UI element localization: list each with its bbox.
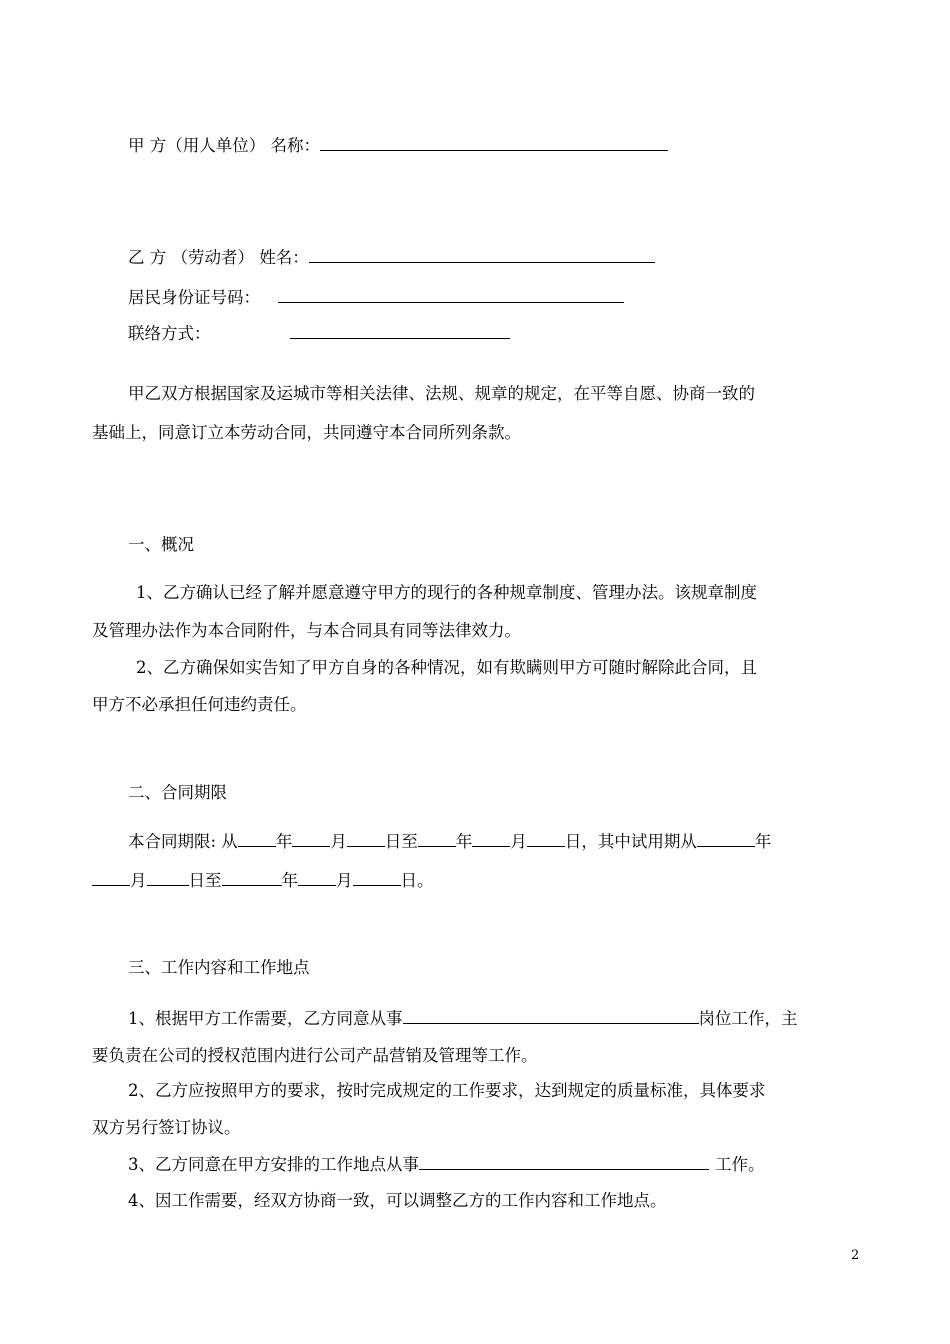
section-1-heading: 一、概况: [128, 535, 194, 554]
day-end-text: 日。: [400, 871, 434, 890]
section-3-item-3: [128, 1153, 765, 1176]
intro-line-1: 甲乙双方根据国家及运城市等相关法律、法规、规章的规定，在平等自愿、协商一致的: [128, 384, 755, 403]
probation-start-day-blank[interactable]: [147, 870, 189, 886]
month-unit: 月: [336, 871, 353, 890]
section-3-item-1-line-2: 要负责在公司的授权范围内进行公司产品营销及管理等工作。: [92, 1046, 538, 1065]
party-b-label: 乙 方 （劳动者） 姓名：: [128, 248, 309, 267]
start-day-blank[interactable]: [347, 831, 385, 847]
party-b-name-field[interactable]: [309, 246, 655, 263]
section-2-heading: 二、合同期限: [128, 783, 227, 802]
item-1-suffix: 岗位工作，主: [698, 1009, 798, 1028]
party-a-line: [128, 134, 668, 157]
contact-label: 联络方式：: [128, 324, 211, 343]
term-line-1: [128, 831, 771, 853]
year-unit: 年: [455, 832, 473, 851]
year-unit: 年: [281, 871, 298, 890]
probation-start-month-blank[interactable]: [92, 870, 130, 886]
contact-field[interactable]: [290, 322, 510, 339]
start-month-blank[interactable]: [292, 831, 330, 847]
intro-line-2: 基础上，同意订立本劳动合同，共同遵守本合同所列条款。: [92, 423, 521, 442]
id-number-line: [128, 286, 624, 309]
term-line-2: [92, 870, 434, 892]
probation-end-month-blank[interactable]: [298, 870, 336, 886]
end-day-blank[interactable]: [527, 831, 565, 847]
year-unit: 年: [275, 832, 293, 851]
end-month-blank[interactable]: [472, 831, 510, 847]
end-year-blank[interactable]: [418, 831, 456, 847]
section-3-item-2-line-1: 2、乙方应按照甲方的要求，按时完成规定的工作要求，达到规定的质量标准，具体要求: [128, 1081, 766, 1100]
section-3-item-1-line-1: [128, 1007, 798, 1030]
probation-start-year-blank[interactable]: [697, 831, 755, 847]
day-to-text: 日至: [188, 871, 222, 890]
party-a-label: 甲 方（用人单位） 名称：: [128, 136, 320, 155]
section-1-item-1-line-2: 及管理办法作为本合同附件，与本合同具有同等法律效力。: [92, 621, 521, 640]
section-3-heading: 三、工作内容和工作地点: [128, 958, 310, 977]
month-unit: 月: [330, 832, 347, 851]
term-prefix: 本合同期限: 从: [128, 832, 238, 851]
probation-end-year-blank[interactable]: [222, 870, 282, 886]
contact-line: [128, 322, 510, 345]
section-1-item-2-line-2: 甲方不必承担任何违约责任。: [92, 695, 307, 714]
month-unit: 月: [130, 871, 147, 890]
id-number-label: 居民身份证号码：: [128, 288, 260, 307]
start-year-blank[interactable]: [238, 831, 276, 847]
party-b-line: [128, 246, 655, 269]
section-3-item-4: 4、因工作需要，经双方协商一致，可以调整乙方的工作内容和工作地点。: [128, 1191, 667, 1210]
month-unit: 月: [510, 832, 527, 851]
section-3-item-2-line-2: 双方另行签订协议。: [92, 1118, 241, 1137]
work-location-field[interactable]: [419, 1153, 709, 1170]
day-probation-text: 日，其中试用期从: [564, 832, 697, 851]
id-number-field[interactable]: [278, 286, 624, 303]
probation-end-day-blank[interactable]: [353, 870, 401, 886]
page-number: 2: [851, 1248, 860, 1263]
day-to-text: 日至: [384, 832, 418, 851]
item-1-prefix: 1、根据甲方工作需要，乙方同意从事: [128, 1009, 403, 1028]
year-unit: 年: [754, 832, 772, 851]
section-1-item-2-line-1: 2、乙方确保如实告知了甲方自身的各种情况，如有欺瞒则甲方可随时解除此合同，且: [136, 658, 757, 677]
item-3-prefix: 3、乙方同意在甲方安排的工作地点从事: [128, 1155, 419, 1174]
party-a-name-field[interactable]: [320, 134, 668, 151]
section-1-item-1-line-1: 1、乙方确认已经了解并愿意遵守甲方的现行的各种规章制度、管理办法。该规章制度: [136, 583, 757, 602]
job-position-field[interactable]: [403, 1007, 699, 1024]
item-3-suffix: 工作。: [715, 1155, 765, 1174]
